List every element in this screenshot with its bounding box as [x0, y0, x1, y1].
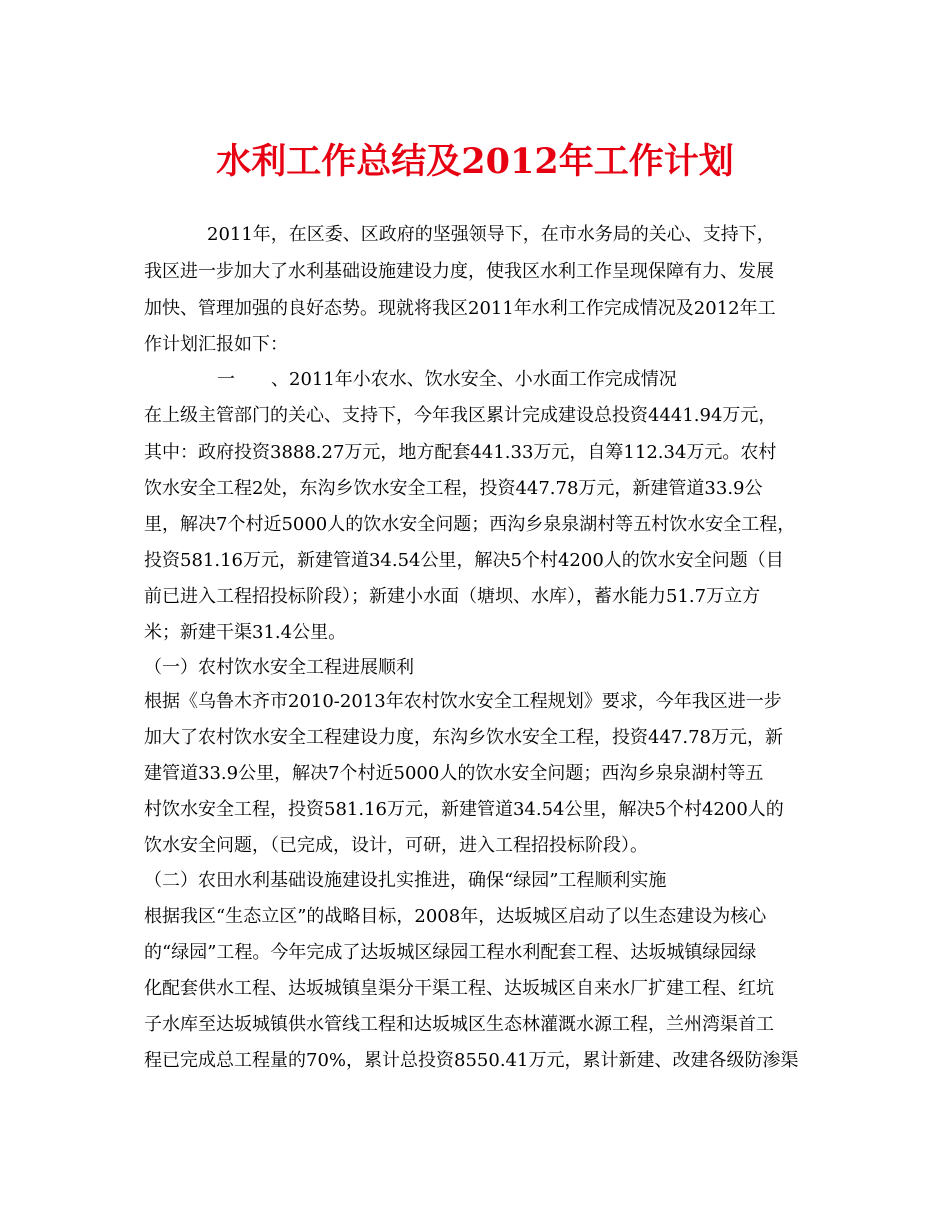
paragraph-line: 饮水安全问题，（已完成，设计，可研，进入工程招投标阶段）。	[144, 835, 648, 856]
paragraph-line: 作计划汇报如下：	[144, 334, 288, 355]
paragraph-line: 程已完成总工程量的70%，累计总投资8550.41万元，累计新建、改建各级防渗渠	[144, 1050, 799, 1071]
paragraph-line: 我区进一步加大了水利基础设施建设力度，使我区水利工作呈现保障有力、发展	[144, 261, 774, 282]
paragraph-line: 子水库至达坂城镇供水管线工程和达坂城区生态林灌溉水源工程，兰州湾渠首工	[144, 1014, 774, 1035]
subsection-heading: （二）农田水利基础设施建设扎实推进，确保“绿园”工程顺利实施	[144, 870, 667, 891]
document-title: 水利工作总结及2012年工作计划	[216, 141, 734, 182]
paragraph-line: 加快、管理加强的良好态势。现就将我区2011年水利工作完成情况及2012年工	[144, 298, 776, 319]
paragraph-line: 根据我区“生态立区”的战略目标，2008年，达坂城区启动了以生态建设为核心	[144, 906, 767, 927]
paragraph-line: 前已进入工程招投标阶段）；新建小水面（塘坝、水库），蓄水能力51.7万立方	[144, 586, 761, 607]
paragraph-line: 根据《乌鲁木齐市2010-2013年农村饮水安全工程规划》要求，今年我区进一步	[144, 691, 782, 712]
paragraph-line: 村饮水安全工程，投资581.16万元，新建管道34.54公里，解决5个村4200人的	[144, 799, 784, 820]
paragraph-line: 饮水安全工程2处，东沟乡饮水安全工程，投资447.78万元，新建管道33.9公	[144, 478, 763, 499]
paragraph-line: 的“绿园”工程。今年完成了达坂城区绿园工程水利配套工程、达坂城镇绿园绿	[144, 942, 757, 963]
paragraph-line: 米；新建干渠31.4公里。	[144, 622, 347, 643]
paragraph-line: 加大了农村饮水安全工程建设力度，东沟乡饮水安全工程，投资447.78万元，新	[144, 727, 783, 748]
paragraph-line: 其中：政府投资3888.27万元，地方配套441.33万元，自筹112.34万元。农村	[144, 442, 777, 463]
paragraph-line: 投资581.16万元，新建管道34.54公里，解决5个村4200人的饮水安全问题（目	[144, 550, 784, 571]
section-heading: 一 、2011年小农水、饮水安全、小水面工作完成情况	[217, 369, 677, 390]
subsection-heading: （一）农村饮水安全工程进展顺利	[144, 657, 414, 678]
paragraph-line: 在上级主管部门的关心、支持下，今年我区累计完成建设总投资4441.94万元，	[144, 405, 777, 426]
paragraph-line: 里，解决7个村近5000人的饮水安全问题；西沟乡泉泉湖村等五村饮水安全工程，	[144, 514, 796, 535]
paragraph-line: 化配套供水工程、达坂城镇皇渠分干渠工程、达坂城区自来水厂扩建工程、红坑	[144, 978, 774, 999]
paragraph-line: 2011年，在区委、区政府的坚强领导下，在市水务局的关心、支持下，	[207, 224, 775, 245]
paragraph-line: 建管道33.9公里，解决7个村近5000人的饮水安全问题；西沟乡泉泉湖村等五	[144, 763, 764, 784]
